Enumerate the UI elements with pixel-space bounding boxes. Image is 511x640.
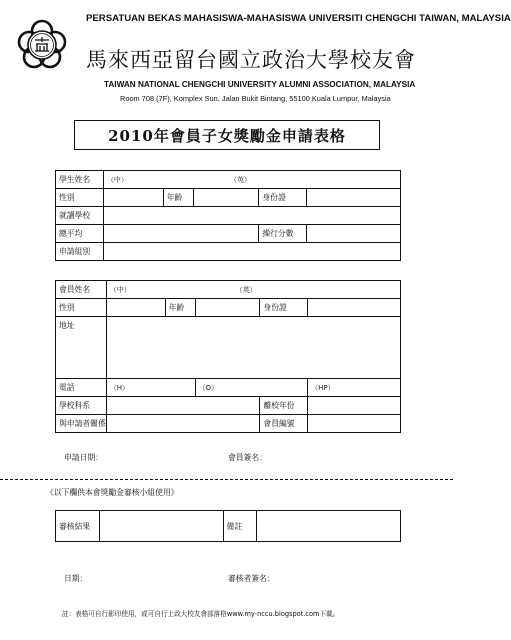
org-name-cn: 馬來西亞留台國立政治大學校友會	[86, 48, 416, 72]
member-id-label: 身份證	[260, 299, 308, 317]
student-id-label: 身份證	[259, 189, 307, 207]
member-grad-year-field[interactable]	[308, 397, 401, 415]
member-age-label: 年齡	[165, 299, 195, 317]
member-name-en-label: （英）	[235, 285, 257, 294]
association-seal-icon	[16, 18, 68, 70]
member-gender-field[interactable]	[106, 299, 165, 317]
member-relation-label: 與申請者關係	[56, 415, 107, 433]
review-date-label: 日期：	[64, 574, 88, 583]
student-average-field[interactable]	[103, 225, 258, 243]
reviewer-signature-label: 審核者簽名：	[228, 574, 275, 583]
committee-note: 《以下欄供本會獎勵金審核小組使用》	[46, 488, 179, 497]
review-table	[55, 510, 401, 542]
student-age-label: 年齡	[163, 189, 193, 207]
remarks-label: 備註	[223, 511, 257, 542]
member-department-label: 學校科系	[56, 397, 107, 415]
member-department-field[interactable]	[106, 397, 260, 415]
member-address-label: 地址	[56, 317, 107, 379]
review-result-field[interactable]	[99, 511, 223, 542]
student-name-label: 學生姓名	[56, 171, 104, 189]
student-group-field[interactable]	[103, 243, 400, 261]
student-conduct-label: 操行分數	[259, 225, 307, 243]
student-school-label: 就讀學校	[56, 207, 104, 225]
member-id-field[interactable]	[308, 299, 401, 317]
member-address-field[interactable]	[106, 317, 400, 379]
student-school-field[interactable]	[103, 207, 400, 225]
org-name-en: PERSATUAN BEKAS MAHASISWA-MAHASISWA UNIVERSITI CHENGCHI TAIWAN, MALAYSIA	[86, 13, 511, 24]
form-title: 2010年會員子女獎勵金申請表格	[74, 120, 380, 150]
org-name-en-secondary: TAIWAN NATIONAL CHENGCHI UNIVERSITY ALUMNI ASSOCIATION, MALAYSIA	[104, 80, 416, 89]
student-age-field[interactable]	[193, 189, 259, 207]
member-relation-field[interactable]	[106, 415, 260, 433]
remarks-field[interactable]	[257, 511, 401, 542]
review-result-label: 審核結果	[56, 511, 100, 542]
student-id-field[interactable]	[307, 189, 401, 207]
member-phone-label: 電話	[56, 379, 107, 397]
student-group-label: 申請組別	[56, 243, 104, 261]
member-phone-office-field[interactable]	[195, 379, 308, 397]
student-info-table	[55, 170, 401, 261]
cut-line-divider	[0, 479, 453, 480]
member-info-table	[55, 280, 401, 433]
org-address: Room 708 (7F), Komplex Sun, Jalan Bukit Bintang, 55100 Kuala Lumpur, Malaysia	[120, 94, 391, 103]
member-gender-label: 性別	[56, 299, 107, 317]
member-name-label: 會員姓名	[56, 281, 107, 299]
member-number-label: 會員編號	[260, 415, 308, 433]
student-gender-label: 性別	[56, 189, 104, 207]
student-name-cn-label: （中）	[106, 175, 128, 184]
phone-mobile-label: （HP）	[311, 383, 335, 392]
member-grad-year-label: 離校年份	[260, 397, 308, 415]
member-name-field[interactable]	[221, 281, 401, 299]
member-age-field[interactable]	[195, 299, 260, 317]
phone-home-label: （H）	[109, 383, 130, 392]
student-conduct-field[interactable]	[307, 225, 401, 243]
student-name-en-label: （英）	[230, 175, 252, 184]
member-phone-home-field[interactable]	[106, 379, 195, 397]
apply-date-label: 申請日期：	[64, 453, 103, 462]
phone-office-label: （O）	[198, 383, 219, 392]
footer-note: 註：表格可自行影印使用，或可自行上政大校友會部落格www.my-nccu.blogspot.com下載。	[62, 610, 340, 618]
member-number-field[interactable]	[308, 415, 401, 433]
member-phone-mobile-field[interactable]	[308, 379, 401, 397]
student-name-field[interactable]	[219, 171, 400, 189]
student-gender-field[interactable]	[103, 189, 163, 207]
member-name-cn-label: （中）	[109, 285, 131, 294]
student-average-label: 總平均	[56, 225, 104, 243]
member-signature-label: 會員簽名：	[228, 453, 267, 462]
